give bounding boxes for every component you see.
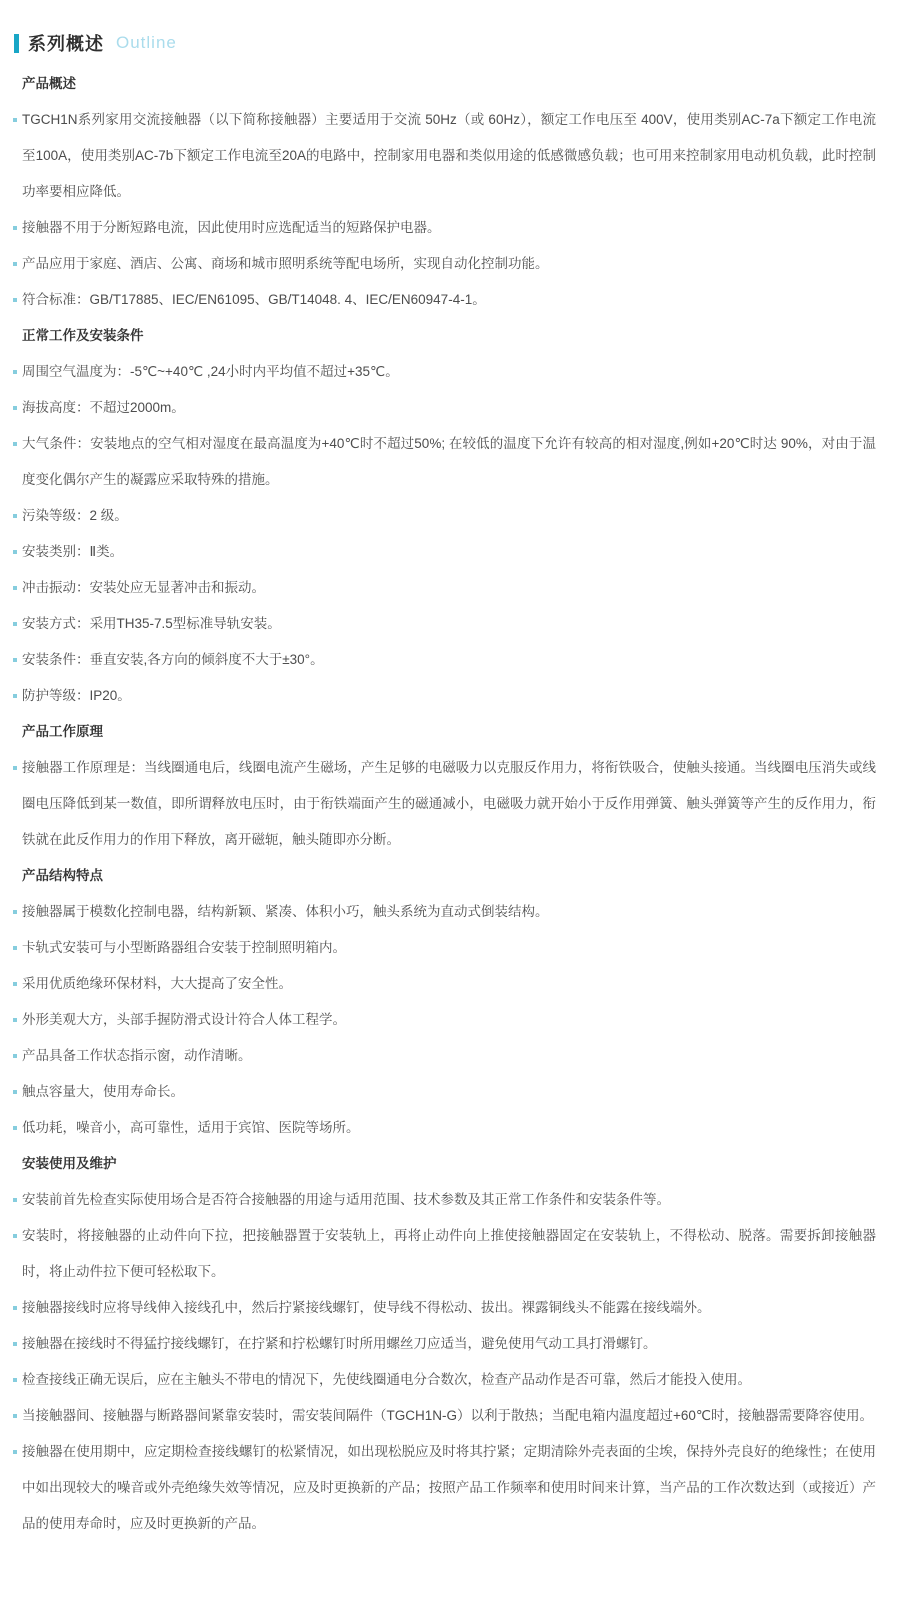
bullet-text: 污染等级：2 级。 [22, 508, 128, 523]
bullet-item [13, 1218, 876, 1290]
bullet-item [13, 1290, 876, 1326]
bullet-text: 产品应用于家庭、酒店、公寓、商场和城市照明系统等配电场所，实现自动化控制功能。 [22, 256, 549, 271]
bullet-text: 安装时，将接触器的止动件向下拉，把接触器置于安装轨上，再将止动件向上推使接触器固定在安装轨上，不得松动、脱落。需要拆卸接触器时，将止动件拉下便可轻松取下。 [22, 1228, 876, 1279]
section-heading: 产品概述 [22, 76, 76, 91]
bullet-text: 产品具备工作状态指示窗，动作清晰。 [22, 1048, 252, 1063]
bullet-square-icon [13, 1198, 17, 1202]
section-heading: 正常工作及安装条件 [22, 328, 144, 343]
bullet-square-icon [13, 1126, 17, 1130]
bullet-text: 大气条件：安装地点的空气相对湿度在最高温度为+40℃时不超过50%; 在较低的温度下允许有较高的相对湿度,例如+20℃时达 90%，对由于温度变化偶尔产生的凝露应采取特殊的措施。 [22, 436, 876, 487]
bullet-square-icon [13, 262, 17, 266]
bullet-square-icon [13, 370, 17, 374]
content [13, 66, 876, 1542]
section [13, 858, 876, 1146]
bullet-text: 安装方式：采用TH35-7.5型标准导轨安装。 [22, 616, 281, 631]
bullet-item [13, 498, 876, 534]
bullet-text: 触点容量大，使用寿命长。 [22, 1084, 184, 1099]
bullet-square-icon [13, 1414, 17, 1418]
bullet-text: TGCH1N系列家用交流接触器（以下简称接触器）主要适用于交流 50Hz（或 60Hz），额定工作电压至 400V，使用类别AC-7a下额定工作电流至100A，使用类别AC-7b下额定工作电流至20A的电路中，控制家用电器和类似用途的低感微感负载；也可用来控制家用电动机负载，此时控制功率要相应降低。 [22, 112, 876, 199]
page-title-en: Outline [116, 33, 177, 52]
bullet-item [13, 678, 876, 714]
bullet-text: 接触器属于模数化控制电器，结构新颖、紧凑、体积小巧，触头系统为直动式倒装结构。 [22, 904, 549, 919]
bullet-square-icon [13, 1450, 17, 1454]
bullet-square-icon [13, 118, 17, 122]
bullet-text: 接触器不用于分断短路电流，因此使用时应选配适当的短路保护电器。 [22, 220, 441, 235]
bullet-item [13, 1002, 876, 1038]
bullet-text: 安装前首先检查实际使用场合是否符合接触器的用途与适用范围、技术参数及其正常工作条件和安装条件等。 [22, 1192, 670, 1207]
bullet-item [13, 246, 876, 282]
bullet-text: 接触器在接线时不得猛拧接线螺钉，在拧紧和拧松螺钉时所用螺丝刀应适当，避免使用气动工具打滑螺钉。 [22, 1336, 657, 1351]
bullet-item [13, 1326, 876, 1362]
bullet-text: 安装条件：垂直安装,各方向的倾斜度不大于±30°。 [22, 652, 324, 667]
bullet-text: 外形美观大方，头部手握防滑式设计符合人体工程学。 [22, 1012, 346, 1027]
bullet-text: 采用优质绝缘环保材料，大大提高了安全性。 [22, 976, 292, 991]
section [13, 714, 876, 858]
bullet-list [13, 354, 876, 714]
bullet-text: 卡轨式安装可与小型断路器组合安装于控制照明箱内。 [22, 940, 346, 955]
bullet-square-icon [13, 550, 17, 554]
section-heading: 产品结构特点 [22, 868, 103, 883]
bullet-list [13, 102, 876, 318]
bullet-item [13, 1362, 876, 1398]
bullet-item [13, 354, 876, 390]
bullet-square-icon [13, 982, 17, 986]
section-heading: 安装使用及维护 [22, 1156, 117, 1171]
bullet-item [13, 210, 876, 246]
bullet-text: 符合标准：GB/T17885、IEC/EN61095、GB/T14048. 4、IEC/EN60947-4-1。 [22, 292, 486, 307]
section-heading: 产品工作原理 [22, 724, 103, 739]
bullet-text: 当接触器间、接触器与断路器间紧靠安装时，需安装间隔件（TGCH1N-G）以利于散热；当配电箱内温度超过+60℃时，接触器需要降容使用。 [22, 1408, 874, 1423]
bullet-item [13, 606, 876, 642]
bullet-square-icon [13, 622, 17, 626]
bullet-text: 冲击振动：安装处应无显著冲击和振动。 [22, 580, 265, 595]
bullet-text: 低功耗，噪音小，高可靠性，适用于宾馆、医院等场所。 [22, 1120, 360, 1135]
title-accent-bar-icon [14, 34, 19, 53]
bullet-list [13, 894, 876, 1146]
section [13, 318, 876, 714]
bullet-item [13, 1398, 876, 1434]
bullet-text: 接触器工作原理是：当线圈通电后，线圈电流产生磁场，产生足够的电磁吸力以克服反作用力，将衔铁吸合，使触头接通。当线圈电压消失或线圈电压降低到某一数值，即所谓释放电压时，由于衔铁端面产生的磁通减小，电磁吸力就开始小于反作用弹簧、触头弹簧等产生的反作用力，衔铁就在此反作用力的作用下释放，离开磁轭，触头随即亦分断。 [22, 760, 876, 847]
bullet-list [13, 1182, 876, 1542]
bullet-item [13, 102, 876, 210]
bullet-item [13, 930, 876, 966]
bullet-square-icon [13, 1090, 17, 1094]
bullet-square-icon [13, 1054, 17, 1058]
bullet-item [13, 534, 876, 570]
bullet-item [13, 966, 876, 1002]
bullet-square-icon [13, 766, 17, 770]
bullet-text: 防护等级：IP20。 [22, 688, 131, 703]
bullet-item [13, 750, 876, 858]
bullet-item [13, 1434, 876, 1542]
bullet-square-icon [13, 298, 17, 302]
bullet-text: 接触器在使用期中，应定期检查接线螺钉的松紧情况，如出现松脱应及时将其拧紧；定期清除外壳表面的尘埃，保持外壳良好的绝缘性；在使用中如出现较大的噪音或外壳绝缘失效等情况，应及时更换新的产品；按照产品工作频率和使用时间来计算，当产品的工作次数达到（或接近）产品的使用寿命时，应及时更换新的产品。 [22, 1444, 876, 1531]
bullet-square-icon [13, 1306, 17, 1310]
bullet-item [13, 426, 876, 498]
bullet-text: 安装类别：Ⅱ类。 [22, 544, 124, 559]
bullet-list [13, 750, 876, 858]
page-title-cn: 系列概述 [28, 34, 104, 54]
bullet-square-icon [13, 586, 17, 590]
bullet-square-icon [13, 406, 17, 410]
bullet-square-icon [13, 1234, 17, 1238]
bullet-text: 检查接线正确无误后，应在主触头不带电的情况下，先使线圈通电分合数次，检查产品动作是否可靠，然后才能投入使用。 [22, 1372, 751, 1387]
bullet-item [13, 1038, 876, 1074]
bullet-item [13, 570, 876, 606]
bullet-item [13, 1182, 876, 1218]
section [13, 66, 876, 318]
bullet-item [13, 1110, 876, 1146]
bullet-text: 海拔高度：不超过2000m。 [22, 400, 185, 415]
bullet-text: 接触器接线时应将导线伸入接线孔中，然后拧紧接线螺钉，使导线不得松动、拔出。裸露铜线头不能露在接线端外。 [22, 1300, 711, 1315]
bullet-square-icon [13, 442, 17, 446]
section [13, 1146, 876, 1542]
bullet-square-icon [13, 226, 17, 230]
bullet-item [13, 1074, 876, 1110]
bullet-item [13, 390, 876, 426]
bullet-item [13, 894, 876, 930]
bullet-square-icon [13, 514, 17, 518]
bullet-square-icon [13, 1342, 17, 1346]
bullet-item [13, 642, 876, 678]
page-title [14, 30, 876, 56]
bullet-square-icon [13, 1378, 17, 1382]
bullet-square-icon [13, 694, 17, 698]
bullet-text: 周围空气温度为：-5℃~+40℃ ,24小时内平均值不超过+35℃。 [22, 364, 399, 379]
bullet-item [13, 282, 876, 318]
bullet-square-icon [13, 910, 17, 914]
bullet-square-icon [13, 1018, 17, 1022]
bullet-square-icon [13, 658, 17, 662]
bullet-square-icon [13, 946, 17, 950]
